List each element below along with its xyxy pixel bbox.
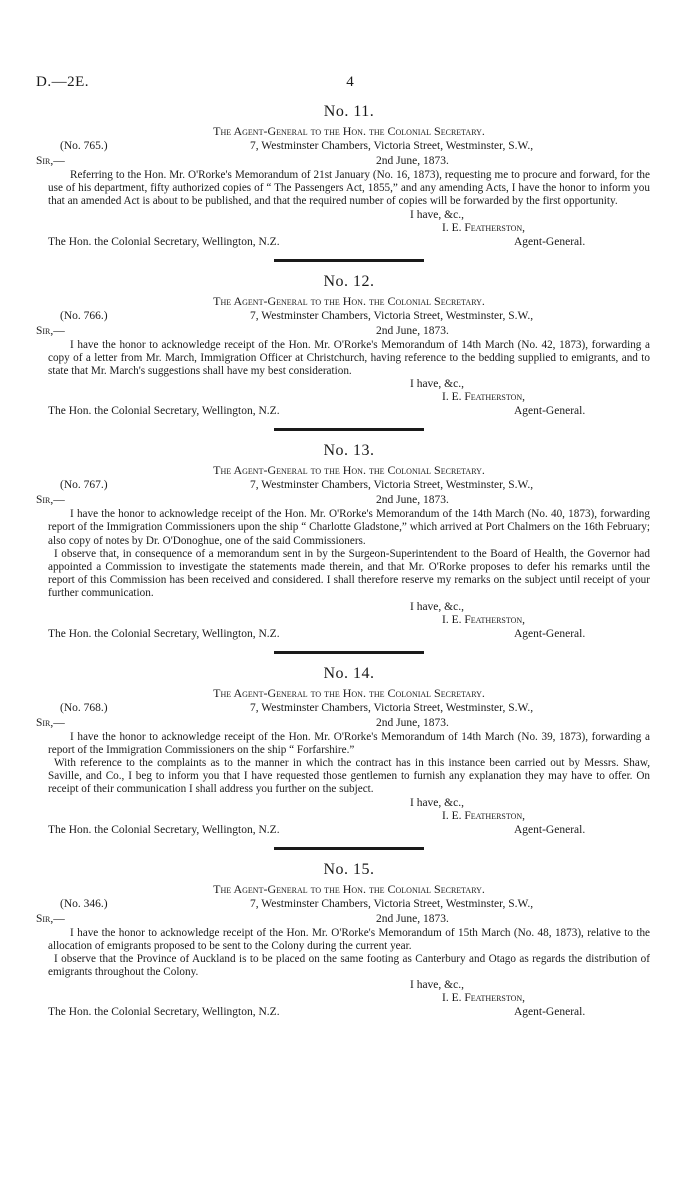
closing-block [48,601,650,641]
section-divider [274,847,424,850]
letter-date: 2nd June, 1873. [376,494,449,507]
salutation-row [36,716,650,731]
closing-block [48,378,650,418]
signature: I. E. Featherston, [442,221,526,234]
sender-address: 7, Westminster Chambers, Victoria Street, Westminster, S.W., [250,479,534,492]
reference-number: (No. 766.) [60,309,108,322]
signature: I. E. Featherston, [442,391,526,404]
letter-date: 2nd June, 1873. [376,716,449,729]
closing-block [48,797,650,837]
letter-heading: The Agent-General to the Hon. the Colonial Secretary. [213,685,485,700]
reference-row [48,478,650,493]
salutation-row [36,154,650,169]
letter-body [48,927,650,980]
letter [36,102,650,249]
salutation: Sir,— [36,912,65,925]
closing-phrase: I have, &c., [410,796,464,809]
letter-date: 2nd June, 1873. [376,324,449,337]
letter [36,272,650,419]
sender-address: 7, Westminster Chambers, Victoria Street, Westminster, S.W., [250,897,534,910]
letter-heading: The Agent-General to the Hon. the Colonial Secretary. [213,124,485,138]
letter-heading: The Agent-General to the Hon. the Colonial Secretary. [213,463,485,478]
letter-number: No. 15. [323,860,375,878]
closing-phrase: I have, &c., [410,979,464,992]
letter-paragraph: I have the honor to acknowledge receipt of the Hon. Mr. O'Rorke's Memorandum of the 14th March (No. 40, 1873), forwarding report of the Immigration Commissioners upon the ship “ Charlotte Gladstone,” which arrived at Port Chalmers on the 16th February; also copy of notes by Dr. O'Donoghue, one of the said Commissioners. [48,508,650,547]
document-reference: D.—2E. [36,74,89,90]
reference-number: (No. 346.) [60,897,108,910]
letters-container [36,102,650,1019]
salutation: Sir,— [36,155,65,167]
salutation: Sir,— [36,494,65,507]
signatory-title: Agent-General. [514,1006,586,1019]
letter-body [48,339,650,379]
letter [36,860,650,1020]
letter-paragraph: With reference to the complaints as to the manner in which the contract has in this instance been carried out by Messrs. Shaw, Saville, and Co., I beg to inform you that I have requested those gentlemen to furnish any explanation they may have to offer. On receipt of their communication I shall address you further on the subject. [48,757,650,796]
signature: I. E. Featherston, [442,809,526,822]
letter-heading: The Agent-General to the Hon. the Colonial Secretary. [213,881,485,896]
signatory-title: Agent-General. [514,405,586,418]
letter-heading: The Agent-General to the Hon. the Colonial Secretary. [213,293,485,308]
section-divider [274,651,424,654]
letter [36,441,650,640]
salutation-row [36,324,650,339]
letter-paragraph: I have the honor to acknowledge receipt of the Hon. Mr. O'Rorke's Memorandum of 15th March (No. 48, 1873), relative to the allocation of emigrants proposed to be sent to the Colony during the current year. [48,926,650,952]
salutation: Sir,— [36,324,65,337]
letter-body [48,169,650,209]
letter-paragraph: I observe that, in consequence of a memorandum sent in by the Surgeon-Superintendent to the Board of Health, the Governor had appointed a Commission to investigate the statements made therein, and that Mr. O'Rorke proposes to defer his remarks until the report of this Commission has been received and considered. I shall therefore reserve my remarks on the subject until receipt of your further communication. [48,547,650,600]
addressee: The Hon. the Colonial Secretary, Wellington, N.Z. [48,627,280,640]
signature: I. E. Featherston, [442,992,526,1005]
reference-row [48,139,650,154]
signature: I. E. Featherston, [442,613,526,626]
letter-date: 2nd June, 1873. [376,155,449,167]
letter-paragraph: I have the honor to acknowledge receipt of the Hon. Mr. O'Rorke's Memorandum of 14th March (No. 39, 1873), forwarding a report of the Immigration Commissioners on the ship “ Forfarshire.” [48,730,650,756]
salutation: Sir,— [36,716,65,729]
running-head [36,74,664,94]
closing-block [48,209,650,249]
signatory-title: Agent-General. [514,235,586,248]
letter-body [48,508,650,600]
closing-phrase: I have, &c., [410,208,464,221]
reference-row [48,309,650,324]
letter-paragraph: Referring to the Hon. Mr. O'Rorke's Memorandum of 21st January (No. 16, 1873), requesting me to procure and forward, for the use of his department, fifty authorized copies of “ The Passengers Act, 1855,” and any amending Acts, I have the honor to inform you that an amended Act is about to be published, and that the required number of copies will be forwarded by the first opportunity. [48,169,650,208]
sender-address: 7, Westminster Chambers, Victoria Street, Westminster, S.W., [250,140,534,152]
page-number: 4 [346,74,354,90]
addressee: The Hon. the Colonial Secretary, Wellington, N.Z. [48,235,280,248]
reference-row [48,897,650,912]
signatory-title: Agent-General. [514,823,586,836]
letter-paragraph: I observe that the Province of Auckland is to be placed on the same footing as Canterbury and Otago as regards the distribution of emigrants throughout the Colony. [48,953,650,979]
section-divider [274,428,424,431]
closing-phrase: I have, &c., [410,378,464,391]
letter-number: No. 11. [323,103,375,120]
signatory-title: Agent-General. [514,627,586,640]
salutation-row [36,912,650,927]
closing-block [48,979,650,1019]
closing-phrase: I have, &c., [410,600,464,613]
letter-body [48,731,650,797]
letter-number: No. 13. [323,442,375,460]
salutation-row [36,493,650,508]
reference-number: (No. 768.) [60,701,108,714]
reference-number: (No. 767.) [60,479,108,492]
letter [36,664,650,837]
letter-number: No. 12. [323,272,375,290]
addressee: The Hon. the Colonial Secretary, Wellington, N.Z. [48,1006,280,1019]
letter-date: 2nd June, 1873. [376,912,449,925]
section-divider [274,259,424,262]
addressee: The Hon. the Colonial Secretary, Wellington, N.Z. [48,823,280,836]
sender-address: 7, Westminster Chambers, Victoria Street, Westminster, S.W., [250,309,534,322]
addressee: The Hon. the Colonial Secretary, Wellington, N.Z. [48,405,280,418]
letter-paragraph: I have the honor to acknowledge receipt of the Hon. Mr. O'Rorke's Memorandum of 14th March (No. 42, 1873), forwarding a copy of a letter from Mr. March, Immigration Officer at Christchurch, having reference to the bedding supplied to emigrants, and to state that Mr. March's suggestions shall have my best consideration. [48,338,650,378]
sender-address: 7, Westminster Chambers, Victoria Street, Westminster, S.W., [250,701,534,714]
reference-row [48,701,650,716]
reference-number: (No. 765.) [60,140,108,152]
letter-number: No. 14. [323,664,375,682]
